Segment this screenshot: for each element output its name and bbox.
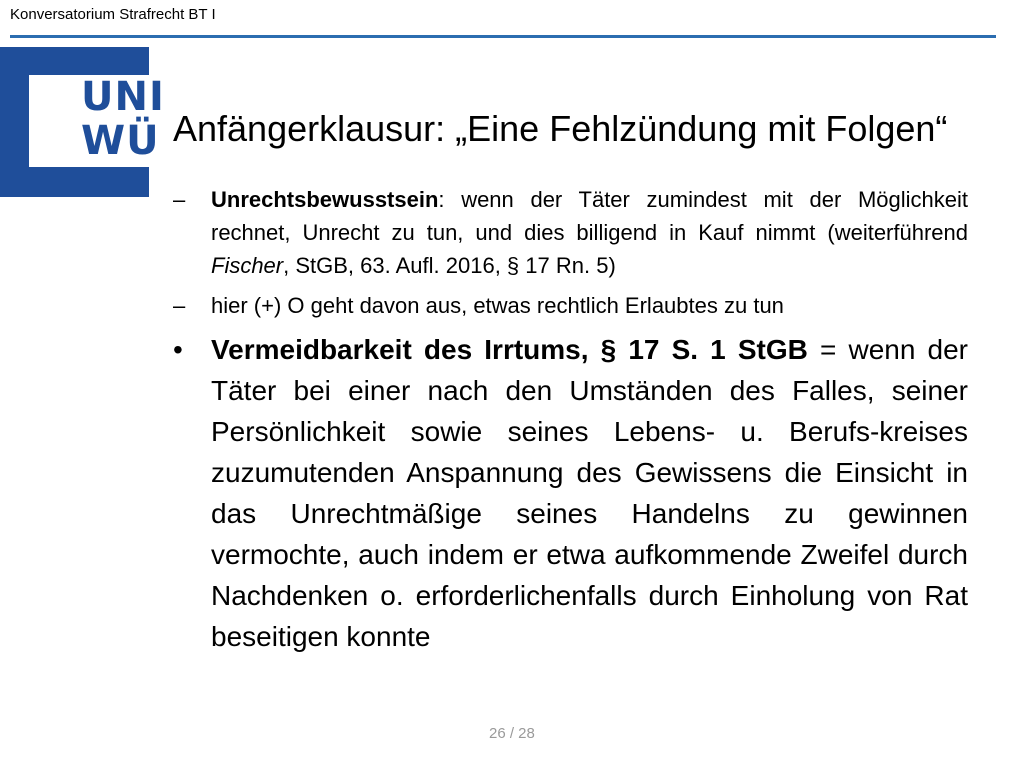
logo-line-2: WÜ <box>81 118 160 164</box>
dash-marker: – <box>173 293 186 318</box>
bullet-hier <box>170 289 968 322</box>
bullet-text: = wenn der Täter bei einer nach den Umständen des Falles, seiner Persönlichkeit sowie seines Lebens- u. Berufs-kreises zuzumutenden Anspannung des Gewissens die Einsicht in das Unrechtmäßige seines Handelns zu gewinnen vermochte, auch indem er etwa aufkommende Zweifel durch Nachdenken o. erforderlichenfalls durch Einholung von Rat beseitigen konnte <box>211 334 968 652</box>
bullet-vermeidbarkeit <box>170 329 968 657</box>
course-header: Konversatorium Strafrecht BT I <box>10 6 216 23</box>
bullet-text: hier (+) O geht davon aus, etwas rechtlich Erlaubtes zu tun <box>211 293 784 318</box>
page-number: 26 / 28 <box>489 725 535 742</box>
bullet-marker: • <box>173 334 183 365</box>
bullet-term: Vermeidbarkeit des Irrtums, § 17 S. 1 StGB <box>211 334 808 365</box>
bullet-unrechtsbewusstsein <box>170 183 968 282</box>
slide-content <box>170 183 968 657</box>
logo-panel <box>29 74 165 167</box>
bullet-term: Unrechtsbewusstsein <box>211 187 439 212</box>
logo-line-1: UNI <box>81 74 165 120</box>
dash-marker: – <box>173 187 186 212</box>
slide-title: Anfängerklausur: „Eine Fehlzündung mit Folgen“ <box>173 108 948 149</box>
logo-wordmark <box>81 75 165 163</box>
header-divider <box>10 35 996 38</box>
bullet-text-cont: , StGB, 63. Aufl. 2016, § 17 Rn. 5) <box>283 253 616 278</box>
bullet-text: : wenn der Täter zumindest mit der Möglichkeit rechnet, Unrecht zu tun, und dies billigend in Kauf nimmt (weiterführend <box>211 187 968 245</box>
university-logo <box>0 47 165 197</box>
citation-author: Fischer <box>211 253 284 278</box>
